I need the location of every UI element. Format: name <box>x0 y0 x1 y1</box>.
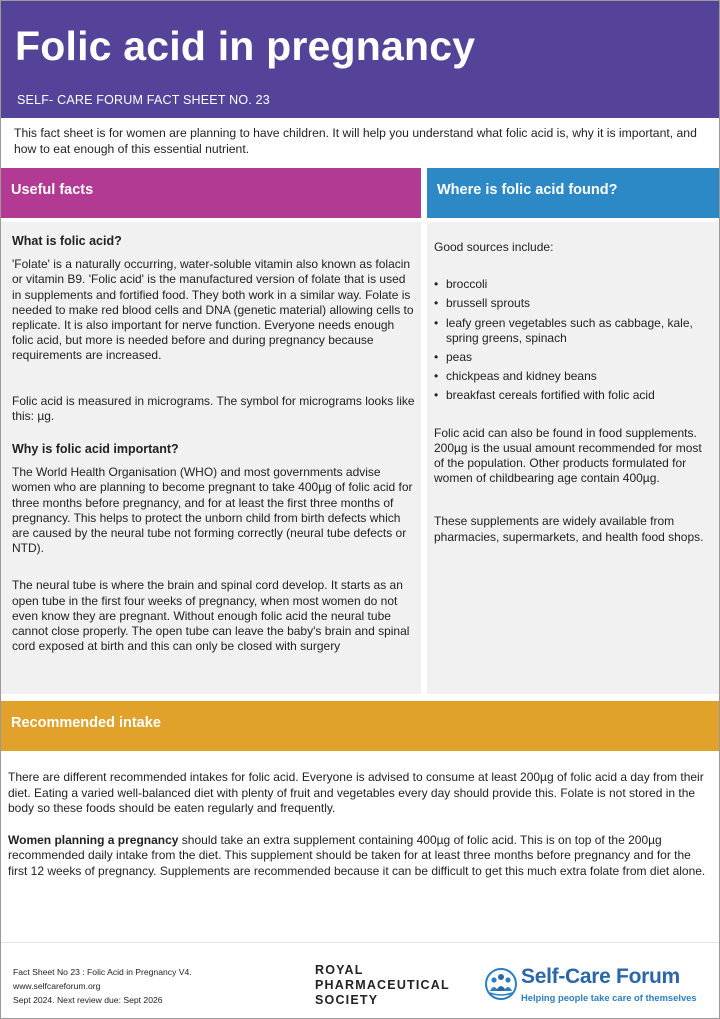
self-care-forum-logo <box>484 963 710 1007</box>
recommended-intake-heading-label: Recommended intake <box>11 715 161 731</box>
list-item: • broccoli <box>434 277 712 292</box>
where-found-heading <box>427 168 719 218</box>
paragraph: 'Folate' is a naturally occurring, water-soluble vitamin also known as folacin or vitamin B9. 'Folic acid' is the manufactured version of folate that is used in supplements and fortified food. They both work in a similar way. Folate is needed to make red blood cells and DNA (genetic material) allowing cells to replicate. It is also important for nerve function. Everyone needs enough folic acid, but more is needed before and during pregnancy because requirements are increased. <box>12 257 414 363</box>
paragraph: Folic acid can also be found in food supplements. 200µg is the usual amount recommended for most of the population. Other products formulated for women of childbearing age contain 400µg. <box>434 425 702 486</box>
rps-logo-line: ROYAL <box>315 963 364 977</box>
rps-logo-line: PHARMACEUTICAL <box>315 978 450 992</box>
footer-line: Fact Sheet No 23 : Folic Acid in Pregnancy V4. <box>13 967 192 977</box>
people-circle-icon <box>484 967 518 1001</box>
question-why-important: Why is folic acid important? <box>12 442 179 457</box>
scf-tagline: Helping people take care of themselves <box>521 992 697 1003</box>
paragraph: The World Health Organisation (WHO) and most governments advise women who are planning to become pregnant to take 400µg of folic acid for three months before pregnancy, and for at least the first three months of pregnancy. This helps to protect the unborn child from birth defects which are caused by the neural tube not forming correctly (neural tube defects or NTD). <box>12 465 413 556</box>
footer-line: Sept 2024. Next review due: Sept 2026 <box>13 995 163 1005</box>
useful-facts-content <box>12 234 416 672</box>
list-item: • peas <box>434 350 712 365</box>
sources-list <box>434 277 712 403</box>
emphasis: Women planning a pregnancy <box>8 832 179 847</box>
useful-facts-heading <box>1 168 421 218</box>
paragraph <box>8 833 712 880</box>
footer <box>1 942 719 1018</box>
question-what-is-folic-acid: What is folic acid? <box>12 234 122 248</box>
paragraph: Folic acid is measured in micrograms. The symbol for micrograms looks like this: µg. <box>12 393 415 423</box>
scf-title: Self-Care Forum <box>521 965 680 988</box>
sources-lead: Good sources include: <box>434 240 554 254</box>
list-item: • leafy green vegetables such as cabbage, kale, spring greens, spinach <box>434 316 712 346</box>
list-item: • chickpeas and kidney beans <box>434 369 712 384</box>
paragraph: There are different recommended intakes for folic acid. Everyone is advised to consume at least 200µg of folic acid a day from their diet. Eating a varied well-balanced diet with plenty of fruit and vegetables every day should provide this. Folate is not stored in the body so these foods should be eaten regularly and frequently. <box>8 770 704 815</box>
page-subtitle: SELF- CARE FORUM FACT SHEET NO. 23 <box>17 93 270 107</box>
recommended-intake-content <box>8 770 712 895</box>
where-found-content <box>434 240 712 563</box>
paragraph: These supplements are widely available from pharmacies, supermarkets, and health food shops. <box>434 514 704 544</box>
list-item: • brussell sprouts <box>434 296 712 311</box>
footer-website: www.selfcareforum.org <box>13 981 101 991</box>
recommended-intake-heading <box>1 701 719 751</box>
rps-logo <box>315 963 450 1008</box>
header-banner <box>1 1 719 118</box>
paragraph: The neural tube is where the brain and spinal cord develop. It starts as an open tube in the first four weeks of pregnancy, when most women do not even know they are pregnant. Without enough folic acid the neural tube cannot close properly. The open tube can leave the baby's brain and spinal cord exposed at birth and this can only be closed with surgery <box>12 578 410 654</box>
intro-text: This fact sheet is for women are planning to have children. It will help you understand what folic acid is, why it is important, and how to eat enough of this essential nutrient. <box>14 126 697 156</box>
list-item: • breakfast cereals fortified with folic acid <box>434 388 712 403</box>
paragraph-rest: should take an extra supplement containing 400µg of folic acid. This is on top of the 200µg recommended daily intake from the diet. This supplement should be taken for at least three months before pregnancy and for the first 12 weeks of pregnancy. Supplements are recommended because it can be difficult to get this much extra folate from diet alone. <box>8 832 706 878</box>
page-title: Folic acid in pregnancy <box>15 23 476 69</box>
rps-logo-line: SOCIETY <box>315 993 379 1007</box>
useful-facts-heading-label: Useful facts <box>11 182 94 198</box>
where-found-heading-label: Where is folic acid found? <box>437 182 618 198</box>
footer-info <box>13 965 192 1007</box>
